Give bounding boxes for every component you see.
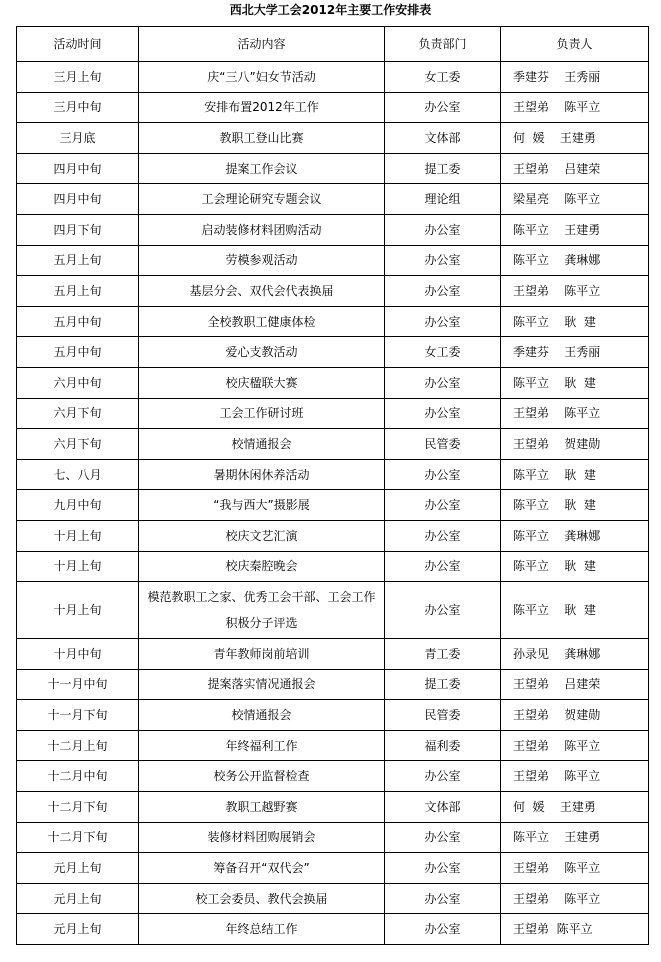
cell-person: 陈平立 耿 建 [501,367,649,398]
cell-dept: 民管委 [385,429,501,460]
cell-time: 十月上旬 [17,551,139,582]
cell-dept: 办公室 [385,398,501,429]
cell-time: 七、八月 [17,459,139,490]
cell-content: 年终福利工作 [139,730,385,761]
cell-person: 季建芬 王秀丽 [501,62,649,93]
cell-content: 校情通报会 [139,429,385,460]
cell-time: 十二月中旬 [17,761,139,792]
cell-content: 庆“三八”妇女节活动 [139,62,385,93]
cell-time: 五月中旬 [17,337,139,368]
cell-content: 校庆楹联大赛 [139,367,385,398]
cell-time: 四月中旬 [17,184,139,215]
cell-time: 五月上旬 [17,276,139,307]
cell-dept: 办公室 [385,883,501,914]
cell-content: 安排布置2012年工作 [139,92,385,123]
cell-dept: 提工委 [385,669,501,700]
table-row [17,459,649,490]
cell-person: 陈平立 耿 建 [501,551,649,582]
cell-time: 三月上旬 [17,62,139,93]
cell-content: 基层分会、双代会代表换届 [139,276,385,307]
cell-dept: 办公室 [385,214,501,245]
cell-person: 陈平立 王建勇 [501,822,649,853]
cell-person: 王望弟 陈平立 [501,730,649,761]
cell-dept: 办公室 [385,306,501,337]
table-row [17,429,649,460]
cell-person: 孙录见 龚琳娜 [501,639,649,670]
cell-content: 教职工越野赛 [139,792,385,823]
cell-person: 陈平立 王建勇 [501,214,649,245]
cell-person: 何 媛 王建勇 [501,123,649,154]
cell-dept: 文体部 [385,792,501,823]
cell-content: 爱心支教活动 [139,337,385,368]
cell-time: 十二月下旬 [17,822,139,853]
table-row [17,490,649,521]
cell-content: 全校教职工健康体检 [139,306,385,337]
cell-dept: 办公室 [385,367,501,398]
cell-content [139,582,385,639]
table-row [17,883,649,914]
cell-dept: 办公室 [385,276,501,307]
cell-person: 王望弟 陈平立 [501,914,649,945]
cell-person: 王望弟 陈平立 [501,853,649,884]
cell-time: 十月上旬 [17,520,139,551]
cell-dept: 办公室 [385,822,501,853]
cell-time: 十一月下旬 [17,700,139,731]
table-row [17,153,649,184]
cell-content: 劳模参观活动 [139,245,385,276]
cell-person: 王望弟 贺建勋 [501,700,649,731]
table-row [17,62,649,93]
cell-content: 校情通报会 [139,700,385,731]
cell-dept: 女工委 [385,62,501,93]
cell-person: 王望弟 陈平立 [501,398,649,429]
cell-person: 陈平立 耿 建 [501,582,649,639]
cell-content: 教职工登山比赛 [139,123,385,154]
cell-time: 六月下旬 [17,398,139,429]
cell-content: 工会工作研讨班 [139,398,385,429]
cell-content: 提案工作会议 [139,153,385,184]
cell-time: 元月上旬 [17,883,139,914]
cell-dept: 女工委 [385,337,501,368]
cell-content: 校庆文艺汇演 [139,520,385,551]
header-person: 负责人 [501,27,649,62]
table-row [17,184,649,215]
header-dept: 负责部门 [385,27,501,62]
cell-person: 王望弟 陈平立 [501,883,649,914]
cell-content: 校工会委员、教代会换届 [139,883,385,914]
cell-dept: 提工委 [385,153,501,184]
cell-dept: 福利委 [385,730,501,761]
table-row [17,582,649,639]
cell-content: 筹备召开“双代会” [139,853,385,884]
cell-dept: 办公室 [385,520,501,551]
table-row [17,520,649,551]
table-row [17,761,649,792]
header-row [17,27,649,62]
table-row [17,639,649,670]
cell-content: 校务公开监督检查 [139,761,385,792]
table-row [17,92,649,123]
table-row [17,914,649,945]
cell-time: 三月中旬 [17,92,139,123]
cell-time: 元月上旬 [17,914,139,945]
cell-time: 四月中旬 [17,153,139,184]
cell-content: 装修材料团购展销会 [139,822,385,853]
cell-content: 校庆秦腔晚会 [139,551,385,582]
page-title: 西北大学工会2012年主要工作安排表 [229,3,432,17]
table-row [17,367,649,398]
cell-time: 五月上旬 [17,245,139,276]
cell-dept: 办公室 [385,459,501,490]
cell-person: 陈平立 耿 建 [501,459,649,490]
cell-time: 四月下旬 [17,214,139,245]
cell-time: 三月底 [17,123,139,154]
cell-dept: 办公室 [385,761,501,792]
cell-person: 王望弟 吕建荣 [501,153,649,184]
cell-dept: 青工委 [385,639,501,670]
table-row [17,398,649,429]
cell-person: 何 媛 王建勇 [501,792,649,823]
table-row [17,822,649,853]
cell-person: 王望弟 吕建荣 [501,669,649,700]
cell-content: 工会理论研究专题会议 [139,184,385,215]
cell-person: 王望弟 陈平立 [501,92,649,123]
cell-dept: 民管委 [385,700,501,731]
table-row [17,214,649,245]
cell-content: 年终总结工作 [139,914,385,945]
cell-time: 六月下旬 [17,429,139,460]
table-row [17,276,649,307]
table-row [17,551,649,582]
cell-time: 十二月上旬 [17,730,139,761]
cell-content: 暑期休闲休养活动 [139,459,385,490]
table-row [17,700,649,731]
cell-person: 陈平立 耿 建 [501,306,649,337]
cell-person: 陈平立 龚琳娜 [501,520,649,551]
cell-person: 陈平立 耿 建 [501,490,649,521]
cell-dept: 文体部 [385,123,501,154]
cell-dept: 办公室 [385,853,501,884]
cell-time: 十二月下旬 [17,792,139,823]
cell-dept: 办公室 [385,92,501,123]
cell-person: 王望弟 陈平立 [501,761,649,792]
cell-time: 元月上旬 [17,853,139,884]
table-row [17,792,649,823]
table-row [17,730,649,761]
cell-dept: 办公室 [385,551,501,582]
header-content: 活动内容 [139,27,385,62]
header-time: 活动时间 [17,27,139,62]
cell-dept: 办公室 [385,490,501,521]
cell-time: 十一月中旬 [17,669,139,700]
cell-time: 九月中旬 [17,490,139,521]
cell-content: 启动装修材料团购活动 [139,214,385,245]
cell-dept: 理论组 [385,184,501,215]
cell-time: 六月中旬 [17,367,139,398]
cell-content: 青年教师岗前培训 [139,639,385,670]
cell-dept: 办公室 [385,582,501,639]
table-row [17,245,649,276]
cell-person: 梁星亮 陈平立 [501,184,649,215]
schedule-table [16,26,649,945]
cell-person: 王望弟 陈平立 [501,276,649,307]
cell-dept: 办公室 [385,245,501,276]
table-row [17,123,649,154]
cell-content: 提案落实情况通报会 [139,669,385,700]
cell-content-text: 模范教职工之家、优秀工会干部、工会工作积极分子评选 [147,590,376,631]
cell-time: 十月中旬 [17,639,139,670]
cell-content: “我与西大”摄影展 [139,490,385,521]
table-row [17,306,649,337]
cell-person: 季建芬 王秀丽 [501,337,649,368]
cell-time: 十月上旬 [17,582,139,639]
cell-dept: 办公室 [385,914,501,945]
cell-person: 王望弟 贺建勋 [501,429,649,460]
cell-time: 五月中旬 [17,306,139,337]
table-row [17,669,649,700]
table-row [17,337,649,368]
cell-person: 陈平立 龚琳娜 [501,245,649,276]
table-row [17,853,649,884]
